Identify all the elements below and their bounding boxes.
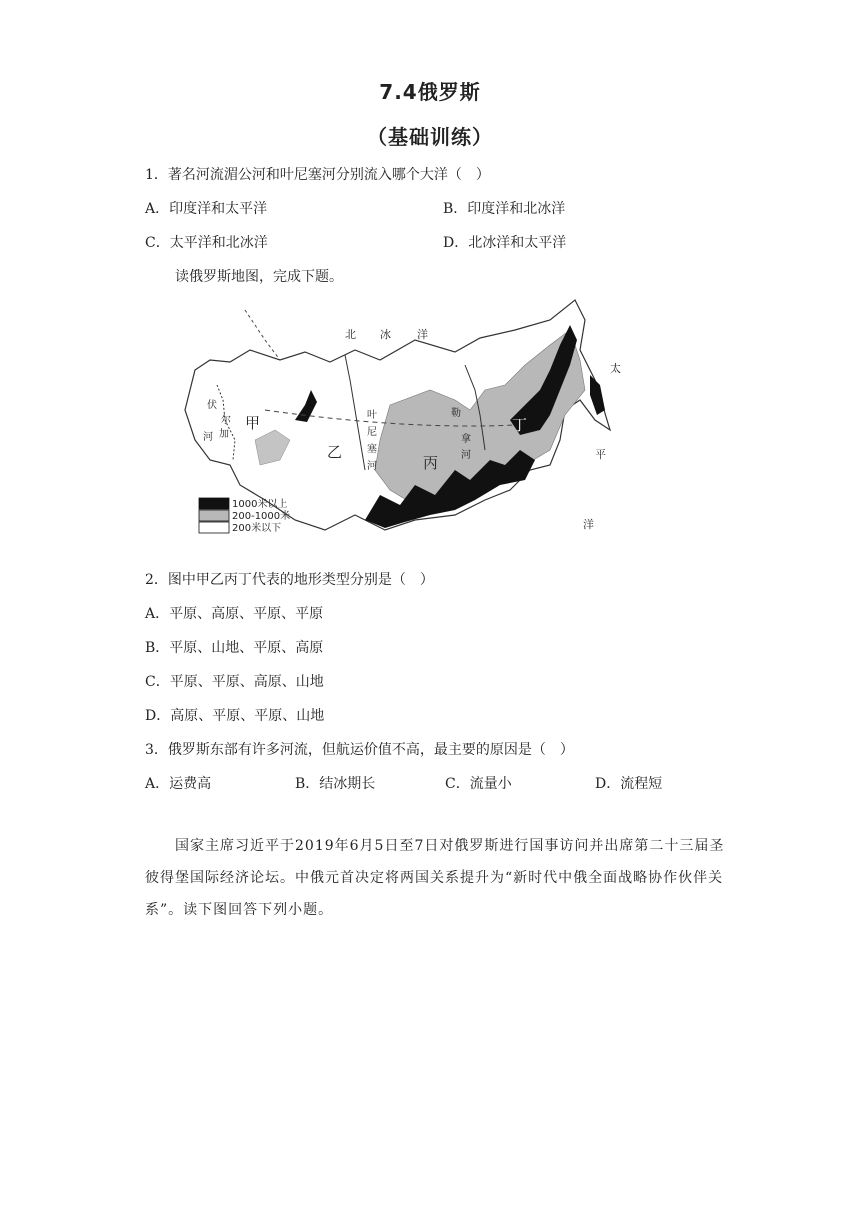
legend-label-high: 1000米以上 xyxy=(232,499,288,510)
question-1-stem: 1．著名河流湄公河和叶尼塞河分别流入哪个大洋（ ） xyxy=(145,167,490,183)
question-3-option-b: B．结冰期长 xyxy=(295,776,376,792)
question-3-stem: 3．俄罗斯东部有许多河流，但航运价值不高，最主要的原因是（ ） xyxy=(145,742,574,758)
question-3-option-d: D．流程短 xyxy=(595,776,663,792)
river-volga-char-1: 伏 xyxy=(207,400,217,411)
question-3-option-c: C．流量小 xyxy=(445,776,512,792)
question-2-option-a: A．平原、高原、平原、平原 xyxy=(145,606,324,622)
legend-swatch-high xyxy=(199,498,229,509)
ocean-east-char-2: 平 xyxy=(595,448,606,461)
river-yenisei-char-2: 尼 xyxy=(367,427,377,438)
river-lena-char-2: 拿 xyxy=(461,434,471,445)
legend-swatch-low xyxy=(199,522,229,533)
map-legend xyxy=(199,497,290,534)
question-1-option-d: D．北冰洋和太平洋 xyxy=(443,235,567,251)
russia-terrain-map-svg xyxy=(155,290,625,552)
question-2-option-b: B．平原、山地、平原、高原 xyxy=(145,640,324,656)
ocean-north-char-1: 北 xyxy=(345,328,356,341)
question-2-stem: 2．图中甲乙丙丁代表的地形类型分别是（ ） xyxy=(145,572,434,588)
river-volga-char-2: 尔 xyxy=(221,415,231,426)
legend-swatch-mid xyxy=(199,510,229,521)
question-1-option-c: C．太平洋和北冰洋 xyxy=(145,235,268,251)
river-lena-char-3: 河 xyxy=(461,450,471,461)
passage-paragraph: 国家主席习近平于2019年6月5日至7日对俄罗斯进行国事访问并出席第二十三届圣彼得堡国际经济论坛。中俄元首决定将两国关系提升为“新时代中俄全面战略协作伙伴关系”。读下图回答下列小题。 xyxy=(145,838,725,918)
river-yenisei-char-1: 叶 xyxy=(367,410,377,421)
map-intro: 读俄罗斯地图，完成下题。 xyxy=(175,269,343,285)
river-volga-char-4: 河 xyxy=(203,432,213,443)
document-title: 7.4俄罗斯 xyxy=(379,80,481,104)
document-subtitle: （基础训练） xyxy=(367,125,493,149)
river-lena-char-1: 勒 xyxy=(451,408,461,419)
legend-label-low: 200米以下 xyxy=(232,523,282,534)
river-yenisei-char-3: 塞 xyxy=(367,444,377,455)
question-1-option-a: A．印度洋和太平洋 xyxy=(145,201,268,217)
region-label-yi: 乙 xyxy=(327,443,343,461)
question-2-option-c: C．平原、平原、高原、山地 xyxy=(145,674,324,690)
ocean-north-char-3: 洋 xyxy=(417,328,428,341)
river-yenisei-char-4: 河 xyxy=(367,461,377,472)
ocean-north-char-2: 冰 xyxy=(380,328,391,341)
russia-terrain-map xyxy=(155,290,625,552)
question-3-option-a: A．运费高 xyxy=(145,776,212,792)
region-label-jia: 甲 xyxy=(245,414,261,432)
region-label-bing: 丙 xyxy=(423,454,439,472)
region-label-ding: 丁 xyxy=(512,416,528,434)
question-2-option-d: D．高原、平原、平原、山地 xyxy=(145,708,325,724)
river-volga-char-3: 加 xyxy=(219,429,229,440)
ocean-east-char-1: 太 xyxy=(610,362,621,375)
question-1-option-b: B．印度洋和北冰洋 xyxy=(443,201,566,217)
ocean-east-char-3: 洋 xyxy=(583,518,594,531)
legend-label-mid: 200-1000米 xyxy=(232,511,291,522)
